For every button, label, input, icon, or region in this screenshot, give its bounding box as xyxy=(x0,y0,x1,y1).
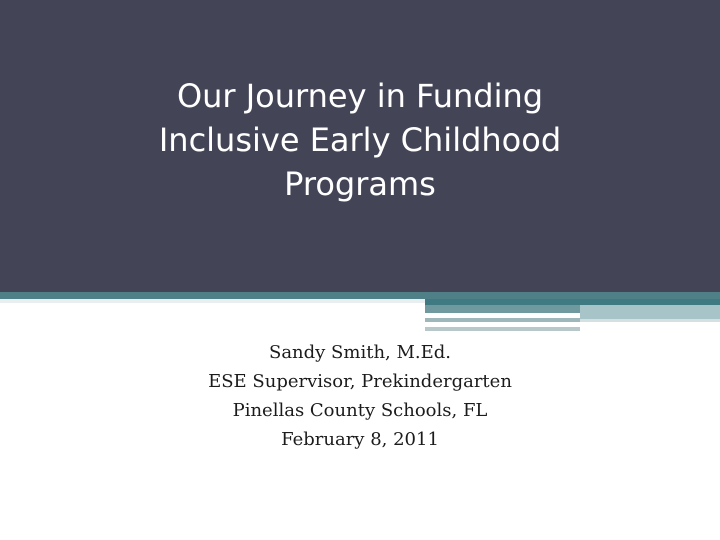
accent-stripe xyxy=(0,292,720,299)
slide-title: Our Journey in Funding Inclusive Early Childhood Programs xyxy=(158,77,562,203)
accent-stripe xyxy=(425,305,580,313)
presenter-info xyxy=(110,338,610,454)
accent-stripe xyxy=(425,318,580,322)
accent-stripe xyxy=(0,299,425,303)
accent-stripe xyxy=(580,319,720,322)
presenter-organization: Pinellas County Schools, FL xyxy=(232,400,488,421)
accent-stripe xyxy=(580,305,720,319)
presenter-name: Sandy Smith, M.Ed. xyxy=(268,342,452,363)
presenter-role: ESE Supervisor, Prekindergarten xyxy=(208,371,512,392)
accent-stripe xyxy=(425,327,580,331)
presentation-date: February 8, 2011 xyxy=(281,429,439,450)
